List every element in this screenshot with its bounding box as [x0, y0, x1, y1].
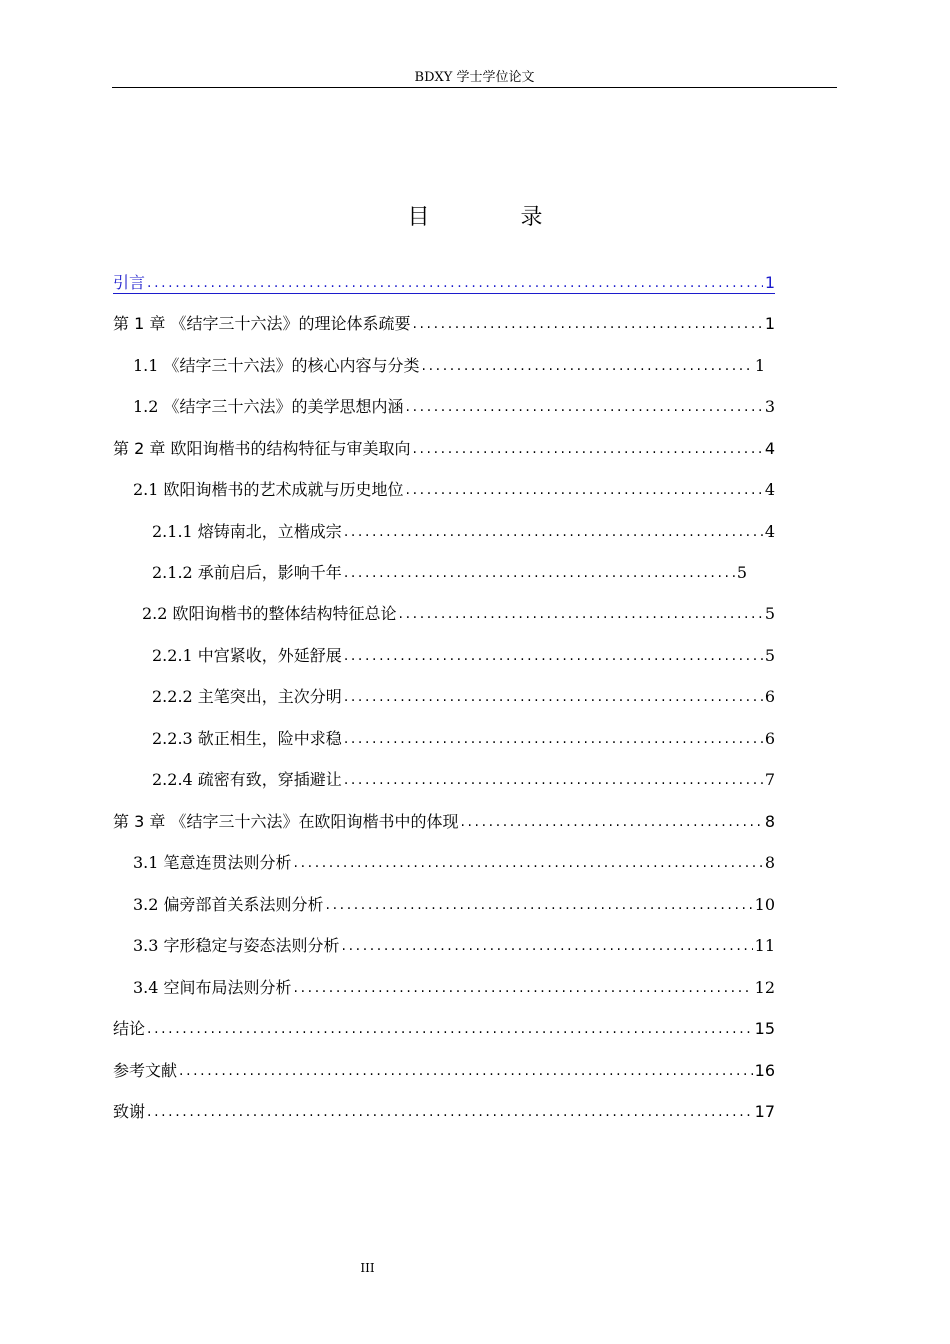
toc-page-number: 16 [754, 1061, 775, 1080]
toc-entry-label: 1.2 《结字三十六法》的美学思想内涵 [133, 397, 404, 416]
toc-leader [412, 314, 762, 334]
toc-page-number: 3 [764, 397, 775, 416]
toc-entry-label: 结论 [113, 1019, 146, 1038]
toc-entry-section-3-3[interactable] [133, 934, 775, 956]
toc-entry-label: 1.1 《结字三十六法》的核心内容与分类 [133, 356, 420, 375]
toc-entry-label: 2.2.4 疏密有致，穿插避让 [152, 770, 342, 789]
toc-page-number: 8 [764, 853, 775, 872]
toc-leader [294, 853, 763, 873]
toc-leader [344, 687, 763, 707]
toc-entry-label: 2.1.1 熔铸南北，立楷成宗 [152, 522, 342, 541]
toc-leader [344, 563, 735, 583]
toc-leader [344, 646, 763, 666]
toc-leader [344, 770, 763, 790]
toc-entry-section-3-1[interactable] [133, 851, 775, 873]
toc-entry-label: 第 1 章 《结字三十六法》的理论体系疏要 [113, 314, 411, 333]
toc-leader [406, 480, 763, 500]
toc-entry-label: 3.4 空间布局法则分析 [133, 978, 292, 997]
toc-entry-references[interactable] [113, 1059, 775, 1081]
toc-entry-label: 2.2 欧阳询楷书的整体结构特征总论 [142, 604, 397, 623]
toc-entry-acknowledgements[interactable] [113, 1100, 775, 1122]
toc-entry-label: 3.1 笔意连贯法则分析 [133, 853, 292, 872]
toc-entry-section-2-2-3[interactable] [152, 727, 775, 749]
toc-entry-section-2-2-4[interactable] [152, 768, 775, 790]
toc-leader [412, 439, 762, 459]
toc-leader [147, 1019, 753, 1039]
toc-leader [294, 978, 753, 998]
toc-page-number: 4 [764, 480, 775, 499]
toc-leader [147, 273, 763, 293]
toc-entry-section-2-1-2[interactable] [152, 561, 747, 583]
page-number-footer: III [360, 1261, 375, 1275]
toc-entry-label: 参考文献 [113, 1061, 178, 1080]
toc-entry-section-2-2-1[interactable] [152, 644, 775, 666]
toc-title: 目 录 [407, 205, 585, 230]
toc-page-number: 7 [764, 770, 775, 789]
toc-entry-label: 引言 [113, 273, 146, 292]
toc-entry-chapter-2[interactable] [113, 437, 775, 459]
toc-page-number: 6 [764, 729, 775, 748]
toc-entry-label: 2.1 欧阳询楷书的艺术成就与历史地位 [133, 480, 404, 499]
toc-page-number: 10 [754, 895, 775, 914]
toc-page-number: 1 [764, 314, 775, 333]
toc-page-number: 17 [754, 1102, 775, 1121]
toc-entry-chapter-1[interactable] [113, 312, 775, 334]
toc-entry-label: 第 3 章 《结字三十六法》在欧阳询楷书中的体现 [113, 812, 459, 831]
toc-leader [179, 1061, 753, 1081]
toc-leader [147, 1102, 753, 1122]
toc-entry-section-2-2[interactable] [142, 602, 775, 624]
toc-page-number: 1 [754, 356, 765, 375]
toc-entry-section-1-2[interactable] [133, 395, 775, 417]
toc-entry-label: 2.2.2 主笔突出，主次分明 [152, 687, 342, 706]
toc-entry-label: 2.2.1 中宫紧收，外延舒展 [152, 646, 342, 665]
toc-entry-label: 2.2.3 欹正相生，险中求稳 [152, 729, 342, 748]
toc-entry-section-1-1[interactable] [133, 354, 765, 376]
toc-leader [326, 895, 753, 915]
toc-page-number: 4 [764, 522, 775, 541]
toc-leader [344, 729, 763, 749]
toc-leader [344, 522, 763, 542]
header-rule [112, 87, 837, 88]
toc-entry-introduction[interactable] [113, 271, 775, 294]
toc-entry-section-2-1[interactable] [133, 478, 775, 500]
toc-entry-section-3-4[interactable] [133, 976, 775, 998]
toc-page-number: 5 [764, 646, 775, 665]
toc-entry-conclusion[interactable] [113, 1017, 775, 1039]
toc-entry-label: 2.1.2 承前启后，影响千年 [152, 563, 342, 582]
toc-page-number: 15 [754, 1019, 775, 1038]
toc-page-number: 8 [764, 812, 775, 831]
toc-entry-section-2-1-1[interactable] [152, 520, 775, 542]
toc-entry-label: 第 2 章 欧阳询楷书的结构特征与审美取向 [113, 439, 411, 458]
toc-leader [406, 397, 763, 417]
toc-leader [342, 936, 753, 956]
toc-entry-label: 3.3 字形稳定与姿态法则分析 [133, 936, 340, 955]
toc-page-number: 4 [764, 439, 775, 458]
running-header: BDXY 学士学位论文 [414, 70, 535, 85]
toc-page-number: 5 [764, 604, 775, 623]
toc-entry-section-3-2[interactable] [133, 893, 775, 915]
toc-entry-label: 3.2 偏旁部首关系法则分析 [133, 895, 324, 914]
toc-page-number: 12 [754, 978, 775, 997]
toc-leader [460, 812, 762, 832]
toc-page-number: 5 [736, 563, 747, 582]
toc-page-number: 6 [764, 687, 775, 706]
toc-entry-section-2-2-2[interactable] [152, 685, 775, 707]
toc-entry-label: 致谢 [113, 1102, 146, 1121]
toc-entry-chapter-3[interactable] [113, 810, 775, 832]
toc-page-number: 11 [754, 936, 775, 955]
toc-leader [422, 356, 753, 376]
toc-leader [399, 604, 763, 624]
toc-page-number: 1 [764, 273, 775, 292]
